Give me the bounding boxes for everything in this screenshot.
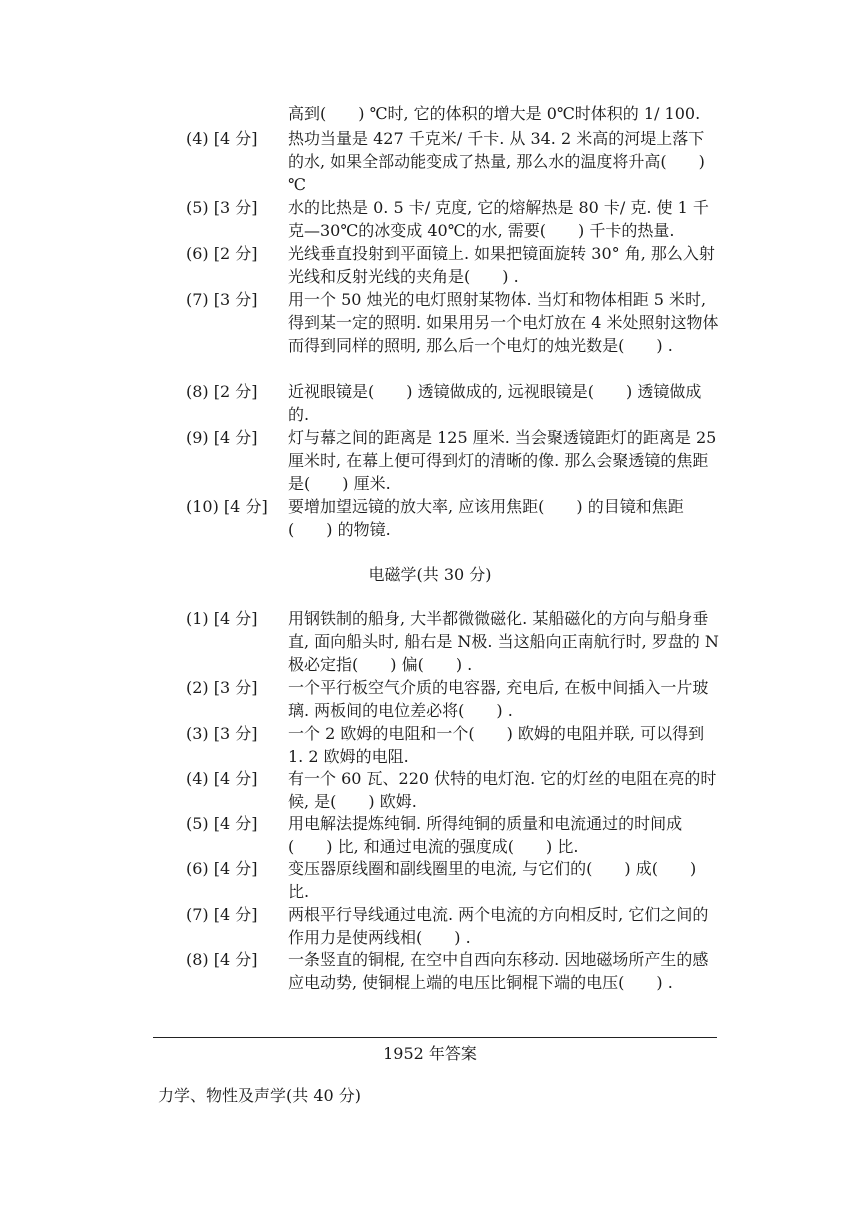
answers-title: 1952 年答案 (383, 1044, 477, 1063)
question-number: (1) [4 分] (186, 609, 258, 628)
question-number: (7) [3 分] (186, 290, 258, 309)
question-number: (3) [3 分] (186, 724, 258, 743)
question-text: 一条竖直的铜棍, 在空中自西向东移动. 因地磁场所产生的感应电动势, 使铜棍上端的电压比铜棍下端的电压( ) . (288, 950, 709, 992)
question-text: 用电解法提炼纯铜. 所得纯铜的质量和电流通过的时间成( ) 比, 和通过电流的强度成( ) 比. (288, 814, 683, 856)
question-number: (9) [4 分] (186, 428, 258, 447)
question-number: (6) [2 分] (186, 244, 258, 263)
question-text: 有一个 60 瓦、220 伏特的电灯泡. 它的灯丝的电阻在亮的时候, 是( ) 欧姆. (288, 769, 717, 811)
question-number: (8) [2 分] (186, 382, 258, 401)
question-text: 用一个 50 烛光的电灯照射某物体. 当灯和物体相距 5 米时, 得到某一定的照明. 如果用另一个电灯放在 4 米处照射这物体而得到同样的照明, 那么后一个电灯的烛光数是( ) . (288, 290, 719, 355)
question-text: 变压器原线圈和副线圈里的电流, 与它们的( ) 成( ) 比. (288, 859, 697, 901)
section-divider (153, 1037, 717, 1038)
question-text: 光线垂直投射到平面镜上. 如果把镜面旋转 30° 角, 那么入射光线和反射光线的夹角是( ) . (288, 244, 715, 286)
question-number: (4) [4 分] (186, 129, 258, 148)
question-text: 要增加望远镜的放大率, 应该用焦距( ) 的目镜和焦距( ) 的物镜. (288, 497, 684, 539)
question-text: 灯与幕之间的距离是 125 厘米. 当会聚透镜距灯的距离是 25 厘米时, 在幕上便可得到灯的清晰的像. 那么会聚透镜的焦距是( ) 厘米. (288, 428, 717, 493)
question-number: (8) [4 分] (186, 950, 258, 969)
question-text: 一个 2 欧姆的电阻和一个( ) 欧姆的电阻并联, 可以得到 1. 2 欧姆的电阻. (288, 724, 705, 766)
question-number: (2) [3 分] (186, 678, 258, 697)
question-text: 近视眼镜是( ) 透镜做成的, 远视眼镜是( ) 透镜做成的. (288, 382, 702, 424)
question-text: 热功当量是 427 千克米/ 千卡. 从 34. 2 米高的河堤上落下的水, 如果全部动能变成了热量, 那么水的温度将升高( ) ℃ (288, 129, 705, 194)
question-number: (4) [4 分] (186, 769, 258, 788)
question-text: 用钢铁制的船身, 大半都微微磁化. 某船磁化的方向与船身垂直, 面向船头时, 船右是 N极. 当这船向正南航行时, 罗盘的 N极必定指( ) 偏( ) . (288, 609, 719, 674)
question-text: 水的比热是 0. 5 卡/ 克度, 它的熔解热是 80 卡/ 克. 使 1 千克—30℃的冰变成 40℃的水, 需要( ) 千卡的热量. (288, 198, 709, 240)
question-text: 一个平行板空气介质的电容器, 充电后, 在板中间插入一片玻璃. 两板间的电位差必将( ) . (288, 678, 709, 720)
question-number: (6) [4 分] (186, 859, 258, 878)
question-number: (5) [3 分] (186, 198, 258, 217)
answers-section-heading: 力学、物性及声学(共 40 分) (158, 1086, 362, 1105)
question-number: (5) [4 分] (186, 814, 258, 833)
section-heading-electromagnetism: 电磁学(共 30 分) (368, 565, 492, 584)
question-number: (10) [4 分] (186, 497, 268, 516)
question-continuation: 高到( ) ℃时, 它的体积的增大是 0℃时体积的 1/ 100. (288, 104, 701, 123)
question-text: 两根平行导线通过电流. 两个电流的方向相反时, 它们之间的作用力是使两线相( ) . (288, 905, 709, 947)
question-number: (7) [4 分] (186, 905, 258, 924)
